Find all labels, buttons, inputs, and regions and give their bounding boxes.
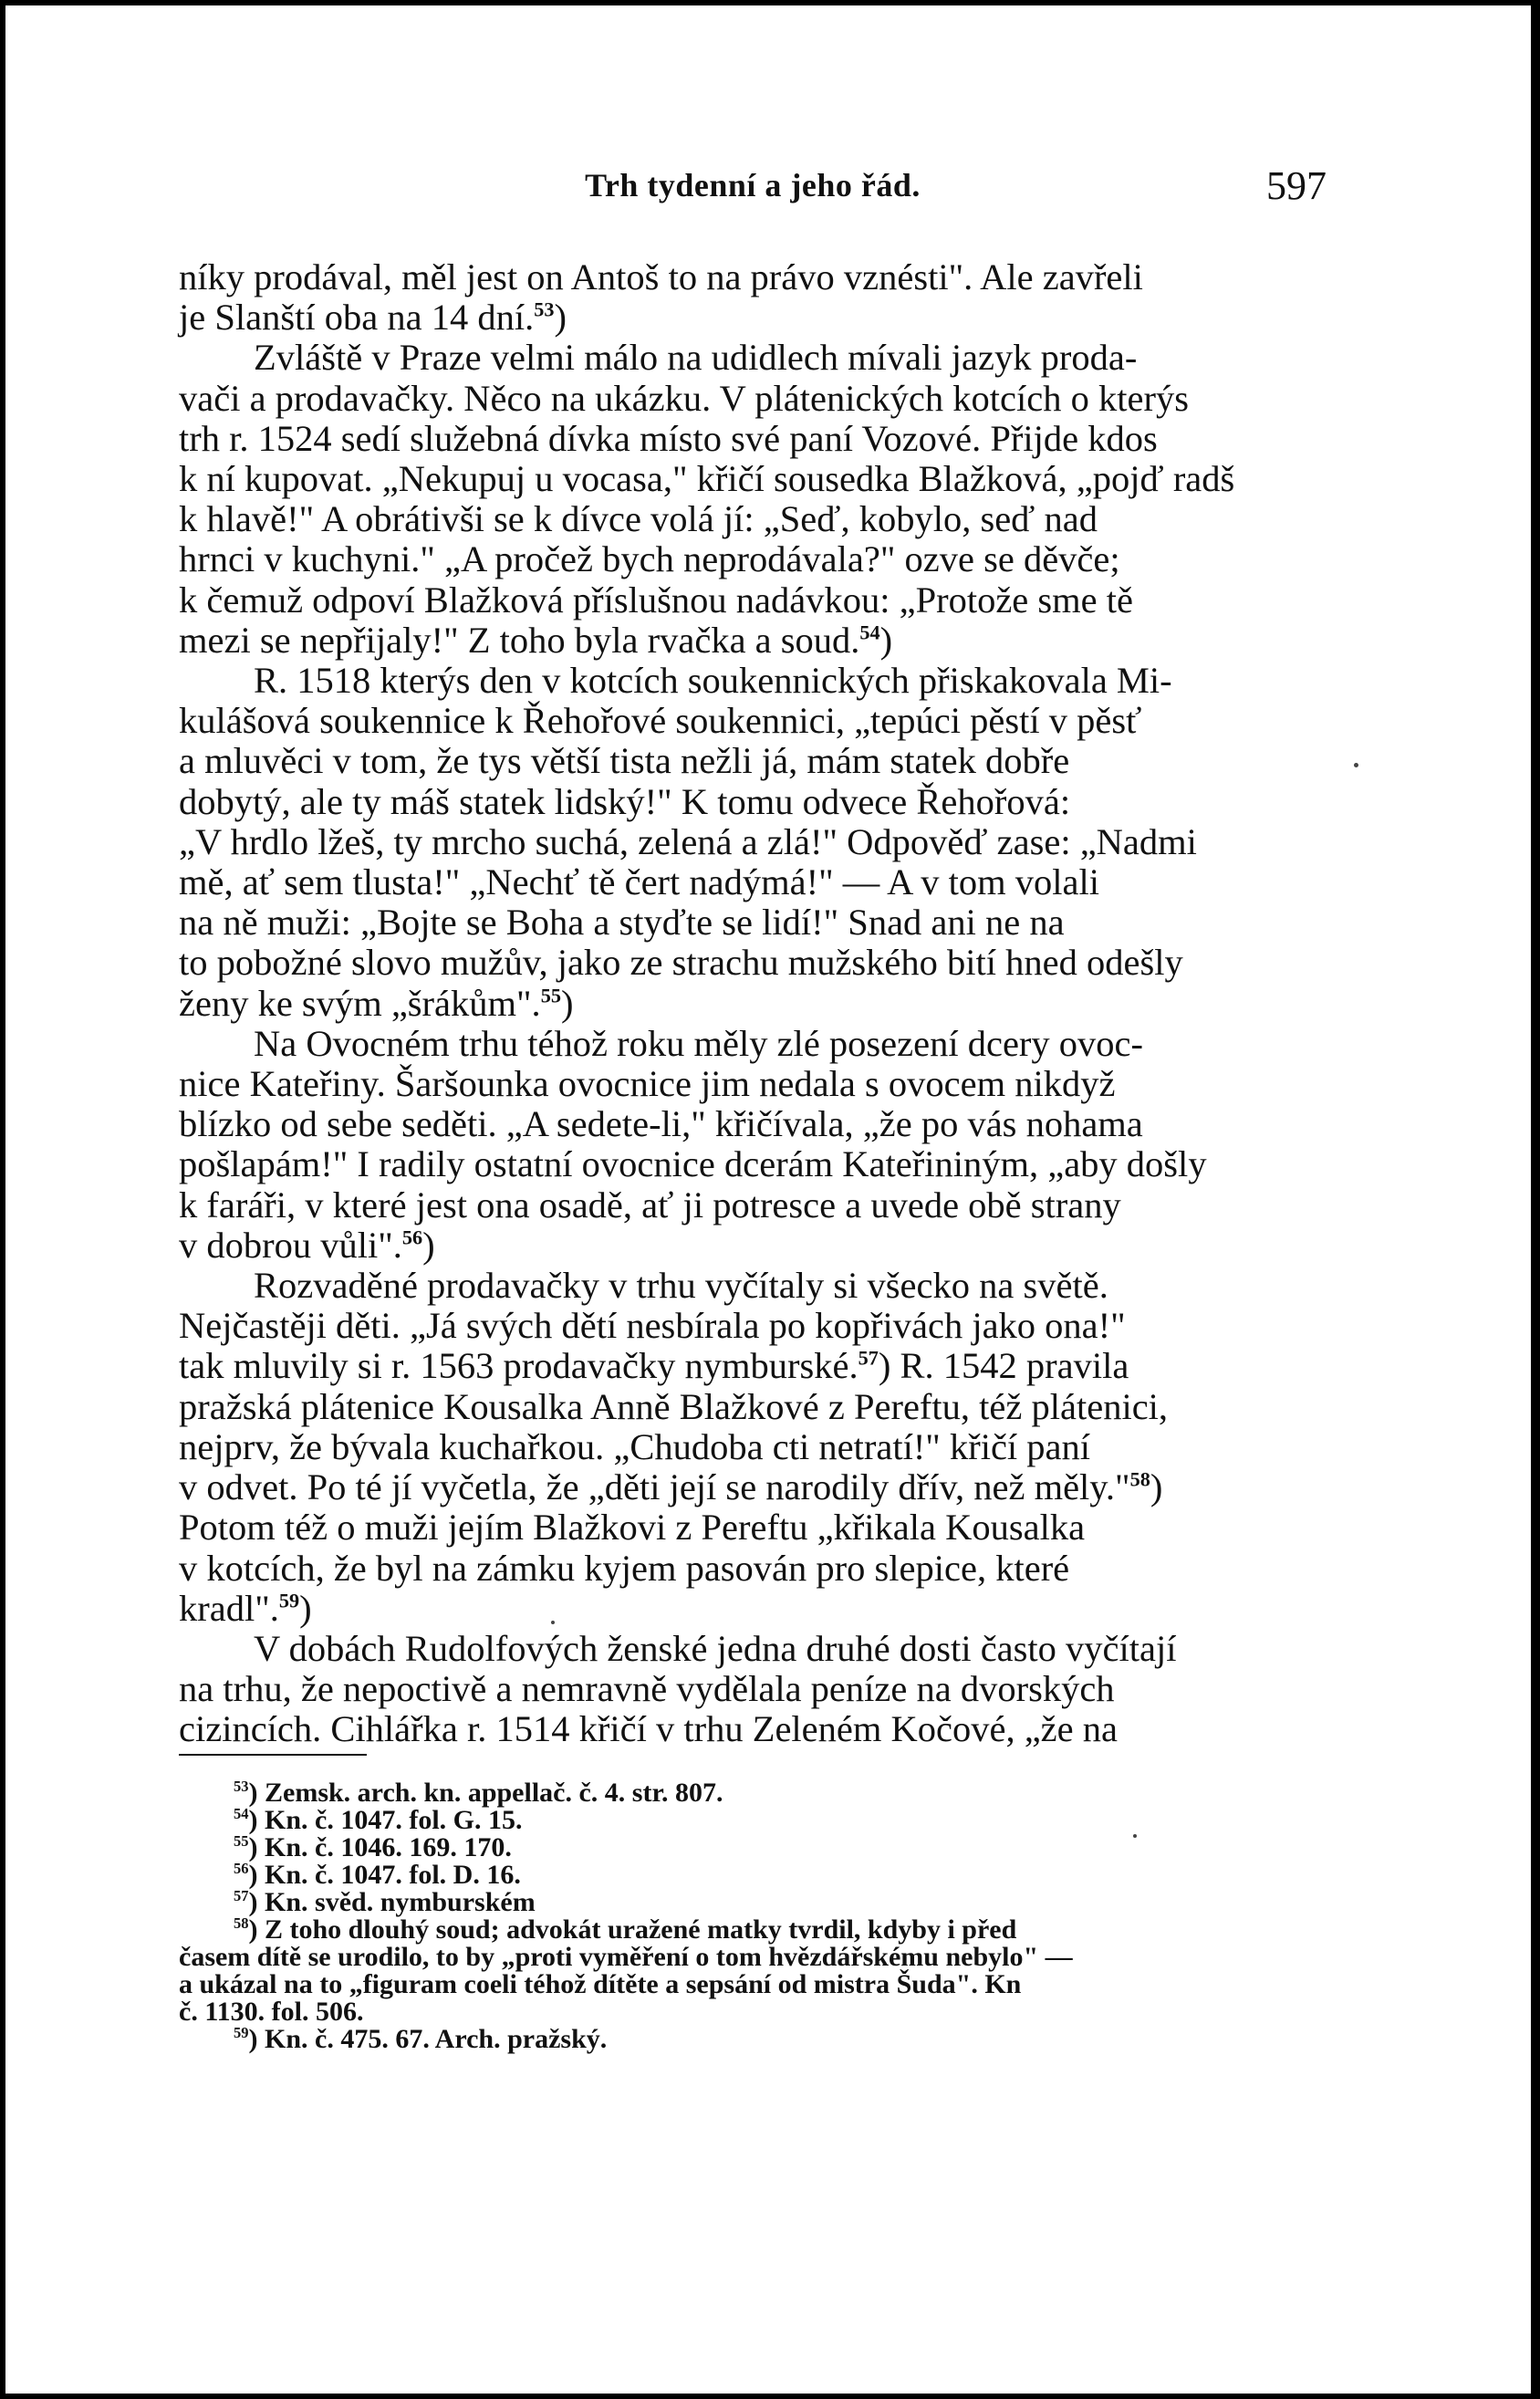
text-line: dobytý, ale ty máš statek lidský!" K tomu odvece Řehořová: xyxy=(179,780,1071,822)
footnote-mark: 53 xyxy=(234,1778,249,1795)
text-line: R. 1518 kterýs den v kotcích soukennických přiskakovala Mi- xyxy=(254,660,1172,702)
text-line: to pobožné slovo mužův, jako ze strachu mužského bití hned odešly xyxy=(179,942,1183,984)
text-line: Rozvaděné prodavačky v trhu vyčítaly si všecko na světě. xyxy=(254,1265,1108,1307)
text-line: kulášová soukennice k Řehořové soukennici, „tepúci pěstí v pěsť xyxy=(179,700,1142,742)
text-line: mě, ať sem tlusta!" „Nechť tě čert nadýmá!" — A v tom volali xyxy=(179,861,1100,903)
footnote-ref: 56 xyxy=(401,1226,423,1249)
text-line: v odvet. Po té jí vyčetla, že „děti její se narodily dřív, než měly."$^{58}$) xyxy=(179,1466,1163,1508)
print-speck xyxy=(1133,1834,1137,1838)
footnotes xyxy=(179,1779,1327,2053)
book-page xyxy=(5,5,1531,2394)
footnote-continuation: č. 1130. fol. 506. xyxy=(179,1997,364,2027)
text-line: blízko od sebe seděti. „A sedete-li," křičívala, „že po vás nohama xyxy=(179,1103,1143,1145)
footnote-ref: 54 xyxy=(859,621,880,644)
text-line: k ní kupovat. „Nekupuj u vocasa," křičí sousedka Blažková, „pojď radš xyxy=(179,458,1235,500)
text-line: trh r. 1524 sedí služebná dívka místo své paní Vozové. Přijde kdos xyxy=(179,417,1158,459)
body-text xyxy=(179,257,1327,1750)
text-line: a mluvěci v tom, že tys větší tista nežli já, mám statek dobře xyxy=(179,740,1070,782)
text-line: vači a prodavačky. Něco na ukázku. V plátenických kotcích o kterýs xyxy=(179,377,1189,419)
footnote-mark: 57 xyxy=(234,1887,249,1904)
print-speck xyxy=(1354,763,1358,767)
text-line: Potom též o muži jejím Blažkovi z Pereftu „křikala Kousalka xyxy=(179,1507,1086,1549)
footnote-ref: 58 xyxy=(1129,1467,1150,1491)
page-header xyxy=(179,162,1327,217)
footnote-mark: 58 xyxy=(234,1914,249,1932)
print-speck xyxy=(551,1621,555,1624)
text-line: nice Kateřiny. Šaršounka ovocnice jim nedala s ovocem nikdyž xyxy=(179,1063,1116,1105)
footnote-mark: 55 xyxy=(234,1832,249,1850)
text-line: Nejčastěji děti. „Já svých dětí nesbírala po kopřivách jako ona!" xyxy=(179,1305,1126,1347)
text-line: pražská plátenice Kousalka Anně Blažkové z Pereftu, též plátenici, xyxy=(179,1385,1169,1427)
footnote-ref: 57 xyxy=(858,1346,879,1370)
footnote-separator xyxy=(179,1754,367,1756)
text-line: cizincích. Cihlářka r. 1514 křičí v trhu Zeleném Kočové, „že na xyxy=(179,1708,1118,1750)
footnote: $^{53}$) Zemsk. arch. kn. appellač. č. 4. str. 807. xyxy=(234,1778,723,1808)
text-line: tak mluvily si r. 1563 prodavačky nymburské.$^{57}$) R. 1542 pravila xyxy=(179,1345,1129,1387)
text-line: nejprv, že bývala kuchařkou. „Chudoba cti netratí!" křičí paní xyxy=(179,1425,1091,1467)
footnote-mark: 59 xyxy=(234,2024,249,2041)
footnote-ref: 59 xyxy=(278,1589,300,1612)
text-line: kradl".$^{59}$) xyxy=(179,1587,312,1629)
footnote-continuation: a ukázal na to „figuram coeli téhož dítěte a sepsání od mistra Šuda". Kn xyxy=(179,1969,1022,1999)
footnote-mark: 54 xyxy=(234,1805,249,1822)
text-line: k čemuž odpoví Blažková příslušnou nadávkou: „Protože sme tě xyxy=(179,579,1133,621)
text-line: na trhu, že nepoctivě a nemravně vydělala peníze na dvorských xyxy=(179,1668,1115,1710)
text-line: V dobách Rudolfových ženské jedna druhé dosti často vyčítají xyxy=(254,1627,1177,1669)
footnote-ref: 53 xyxy=(534,297,555,321)
text-line: k faráři, v které jest ona osadě, ať ji potresce a uvede obě strany xyxy=(179,1184,1121,1226)
footnote: $^{59}$) Kn. č. 475. 67. Arch. pražský. xyxy=(234,2024,608,2054)
footnote-mark: 56 xyxy=(234,1860,249,1877)
footnote: $^{56}$) Kn. č. 1047. fol. D. 16. xyxy=(234,1860,521,1890)
footnote: $^{55}$) Kn. č. 1046. 169. 170. xyxy=(234,1832,512,1862)
text-line: Zvláště v Praze velmi málo na udidlech mívali jazyk proda- xyxy=(254,337,1138,379)
text-line: mezi se nepřijaly!" Z toho byla rvačka a soud.$^{54}$) xyxy=(179,619,893,661)
footnote: $^{54}$) Kn. č. 1047. fol. G. 15. xyxy=(234,1805,523,1835)
text-line: k hlavě!" A obrátivši se k dívce volá jí: „Seď, kobylo, seď nad xyxy=(179,498,1098,540)
footnote: $^{58}$) Z toho dlouhý soud; advokát uražené matky tvrdil, kdyby i před xyxy=(234,1914,1017,1945)
text-line: v dobrou vůli".$^{56}$) xyxy=(179,1224,435,1266)
text-line: níky prodával, měl jest on Antoš to na právo vznésti". Ale zavřeli xyxy=(179,256,1143,297)
footnote-ref: 55 xyxy=(540,984,561,1007)
text-line: ženy ke svým „šrákům".$^{55}$) xyxy=(179,982,574,1024)
text-line: na ně muži: „Bojte se Boha a styďte se lidí!" Snad ani ne na xyxy=(179,902,1065,944)
page-number: 597 xyxy=(1266,163,1327,208)
footnote: $^{57}$) Kn. svěd. nymburském xyxy=(234,1887,536,1917)
text-line: v kotcích, že byl na zámku kyjem pasován pro slepice, které xyxy=(179,1547,1070,1589)
text-line: Na Ovocném trhu téhož roku měly zlé posezení dcery ovoc- xyxy=(254,1022,1144,1064)
text-line: „V hrdlo lžeš, ty mrcho suchá, zelená a zlá!" Odpověď zase: „Nadmi xyxy=(179,820,1197,862)
footnote-continuation: časem dítě se urodilo, to by „proti vyměření o tom hvězdářskému nebylo" — xyxy=(179,1942,1073,1972)
text-line: pošlapám!" I radily ostatní ovocnice dcerám Kateřininým, „aby došly xyxy=(179,1143,1207,1185)
text-line: je Slanští oba na 14 dní.$^{53}$) xyxy=(179,297,567,339)
text-line: hrnci v kuchyni." „A pročež bych neprodávala?" ozve se děvče; xyxy=(179,538,1120,580)
running-head: Trh tydenní a jeho řád. xyxy=(585,167,921,203)
